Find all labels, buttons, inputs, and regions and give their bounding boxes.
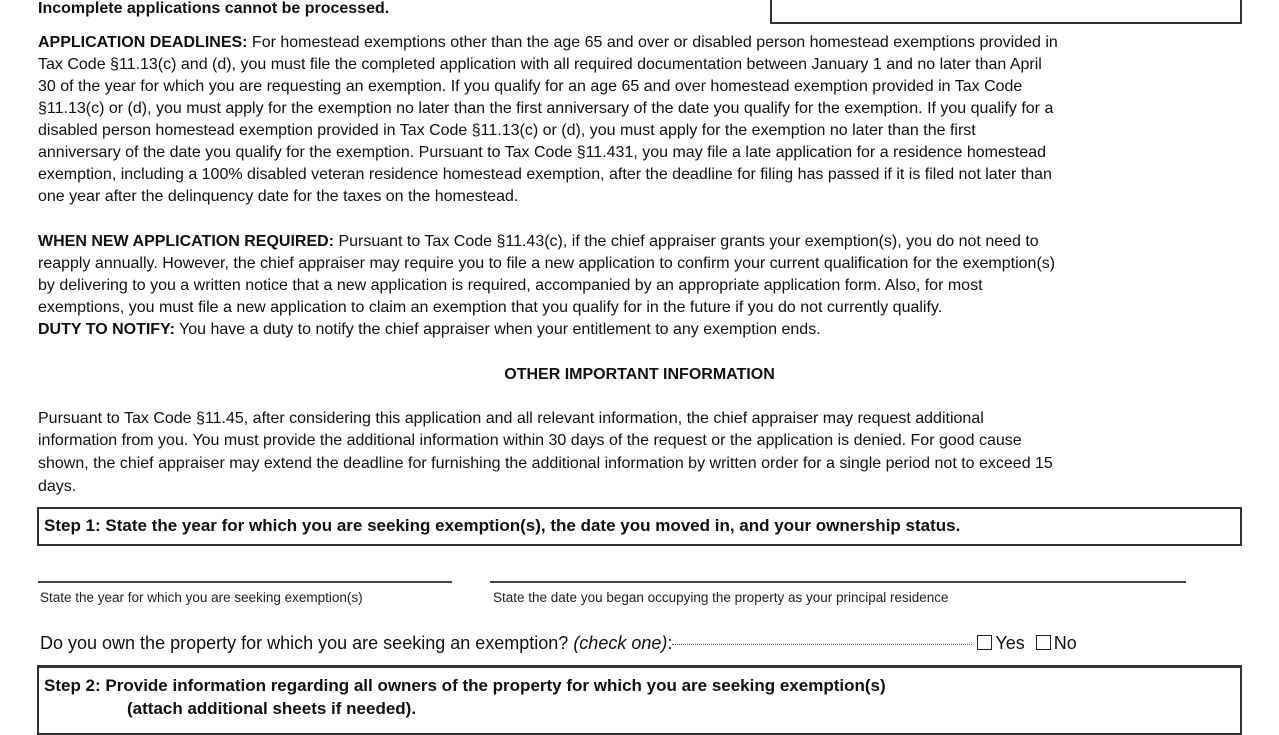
- checkbox-icon[interactable]: [977, 635, 992, 650]
- text-line: information from you. You must provide the additional information within 30 days of the request or the application is denied. For good cause: [38, 432, 1022, 449]
- other-info-heading: OTHER IMPORTANT INFORMATION: [504, 366, 775, 383]
- text-line: exemptions, you must file a new application to claim an exemption that you qualify for in the future if you do not currently qualify.: [38, 299, 943, 316]
- step2-subtitle: (attach additional sheets if needed).: [127, 699, 417, 718]
- move-in-date-label: State the date you began occupying the property as your principal residence: [493, 590, 949, 605]
- text-line: 30 of the year for which you are requesting an exemption. If you qualify for an age 65 and over homestead exemption provided in Tax Code: [38, 78, 1023, 95]
- step1-title: Step 1: State the year for which you are seeking exemption(s), the date you moved in, and your ownership status.: [44, 516, 961, 535]
- text-line: Tax Code §11.13(c) and (d), you must file the completed application with all required documentation between January 1 and no later than April: [38, 56, 1042, 73]
- incomplete-note: Incomplete applications cannot be processed.: [38, 0, 390, 17]
- move-in-date-field[interactable]: [490, 581, 1186, 583]
- yes-checkbox[interactable]: Yes: [977, 633, 1024, 653]
- checkbox-icon[interactable]: [1036, 635, 1051, 650]
- text-line: Pursuant to Tax Code §11.45, after considering this application and all relevant information, the chief appraiser may request additional: [38, 410, 984, 427]
- text-line: reapply annually. However, the chief appraiser may require you to file a new application to confirm your current qualification for the exemption(s): [38, 255, 1056, 272]
- text-line: exemption, including a 100% disabled veteran residence homestead exemption, after the deadline for filing has passed if it is filed not later than: [38, 166, 1052, 183]
- text-line: one year after the delinquency date for the taxes on the homestead.: [38, 188, 519, 205]
- step2-box: [37, 665, 1242, 735]
- step2-title: Step 2: Provide information regarding all owners of the property for which you are seeking exemption(s): [44, 676, 886, 695]
- top-field-box[interactable]: [770, 0, 1242, 24]
- duty-heading: DUTY TO NOTIFY:: [38, 321, 175, 338]
- text-line: shown, the chief appraiser may extend the deadline for furnishing the additional information by written order for a single period not to exceed 15: [38, 455, 1053, 472]
- year-field-label: State the year for which you are seeking exemption(s): [40, 590, 363, 605]
- text-line: by delivering to you a written notice that a new application is required, accompanied by an appropriate application form. Also, for most: [38, 277, 983, 294]
- text-line: disabled person homestead exemption provided in Tax Code §11.13(c) or (d), you must apply for the exemption no later than the first: [38, 122, 976, 139]
- new-application-heading: WHEN NEW APPLICATION REQUIRED:: [38, 233, 334, 250]
- deadlines-heading: APPLICATION DEADLINES:: [38, 34, 248, 51]
- no-checkbox[interactable]: No: [1036, 633, 1077, 653]
- text-line: anniversary of the date you qualify for the exemption. Pursuant to Tax Code §11.431, you may file a late application for a residence homestead: [38, 144, 1047, 161]
- text-line: days.: [38, 478, 77, 495]
- step1-box: [37, 507, 1242, 546]
- ownership-question: Do you own the property for which you are seeking an exemption? (check one): Yes No: [40, 633, 1077, 653]
- text-line: §11.13(c) or (d), you must apply for the exemption no later than the first anniversary of the date you qualify for the exemption. If you qualify for a: [38, 100, 1054, 117]
- year-field[interactable]: [38, 581, 452, 583]
